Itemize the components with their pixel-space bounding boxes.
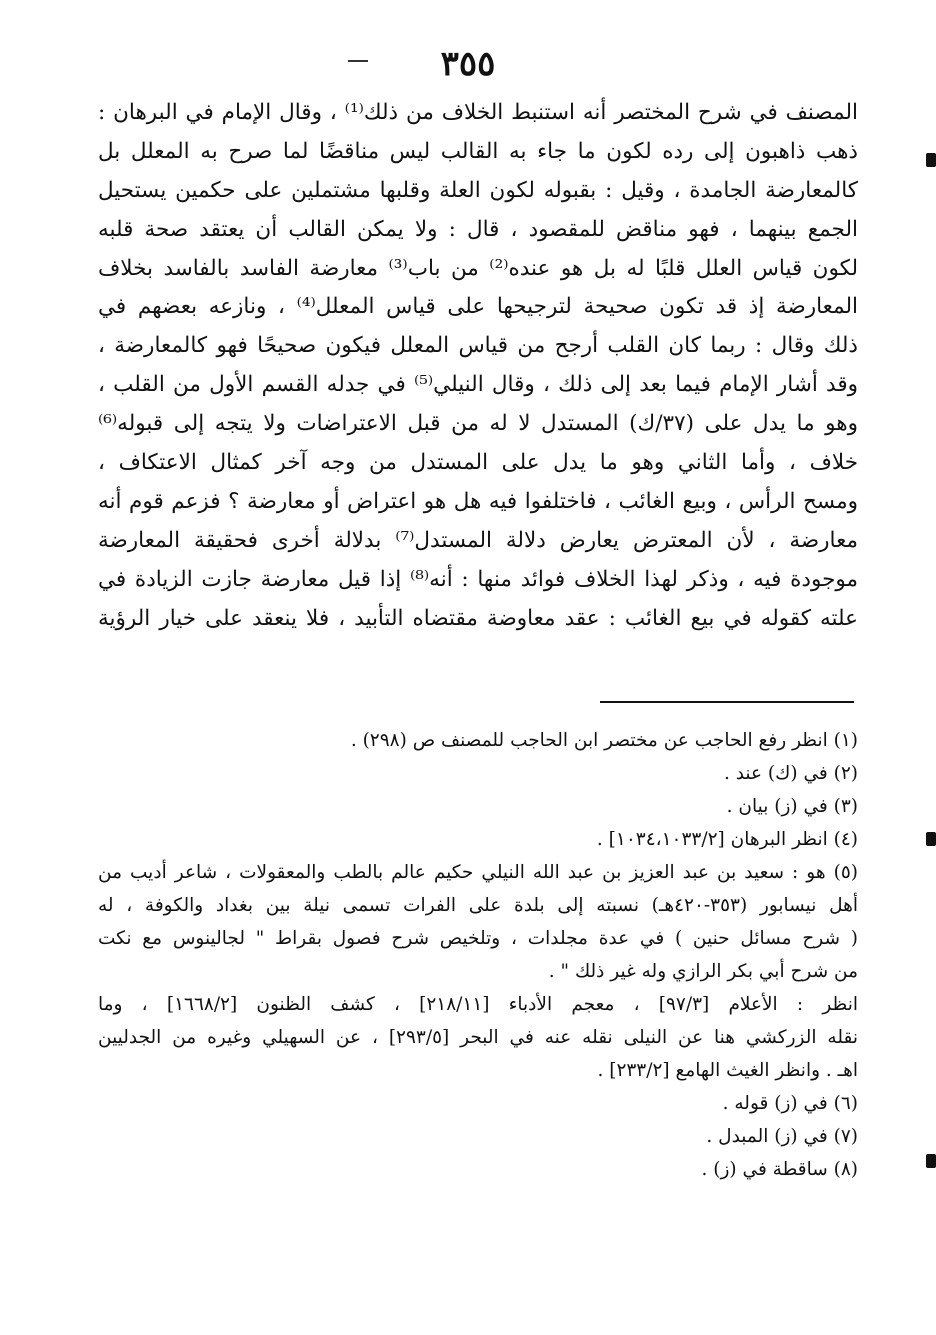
- margin-ink-mark: [926, 153, 936, 167]
- footnote-5-line: أهل نيسابور (٣٥٣-٤٢٠هـ) نسبته إلى بلدة على الفرات تسمى نيلة بين بغداد والكوفة ، له: [98, 895, 858, 916]
- text-line: المعارضة إذ قد تكون صحيحة لترجيحها على قياس المعلل⁽⁴⁾ ، ونازعه بعضهم في: [98, 294, 858, 320]
- text-line: ذهب ذاهبون إلى رده لكون ما جاء به القالب ليس مناقضًا لما صرح به المعلل بل: [98, 138, 858, 164]
- text-line: خلاف ، وأما الثاني وهو ما يدل على المستدل من وجه آخر كمثال الاعتكاف ،: [98, 450, 858, 476]
- text-line: علته كقوله في بيع الغائب : عقد معاوضة مقتضاه التأبيد ، فلا ينعقد على خيار الرؤية: [98, 605, 858, 631]
- text-line: كالمعارضة الجامدة ، وقيل : بقبوله لكون العلة وقلبها مشتملين على حكمين يستحيل: [98, 177, 858, 203]
- footnote-3: (٣) في (ز) بيان .: [726, 796, 858, 817]
- text-line: ومسح الرأس ، وبيع الغائب ، فاختلفوا فيه هل هو اعتراض أو معارضة ؟ فزعم قوم أنه: [98, 488, 858, 514]
- footnote-6: (٦) في (ز) قوله .: [722, 1093, 858, 1114]
- text-line: الجمع بينهما ، فهو مناقض للمقصود ، قال : ولا يمكن القالب أن يعتقد صحة قلبه: [98, 216, 858, 242]
- margin-ink-mark: [926, 1154, 936, 1168]
- footnote-5-line: (٥) هو : سعيد بن عبد العزيز بن عبد الله النيلي حكيم عالم بالطب والمعقولات ، شاعر أديب من: [98, 862, 858, 883]
- footnote-8: (٨) ساقطة في (ز) .: [701, 1159, 858, 1180]
- text-line: وقد أشار الإمام فيما بعد إلى ذلك ، وقال النيلي⁽⁵⁾ في جدله القسم الأول من القلب ،: [98, 372, 858, 398]
- page-number: ٣٥٥: [440, 44, 496, 84]
- footnote-5-line: ( شرح مسائل حنين ) في عدة مجلدات ، وتلخيص شرح فصول بقراط " لجالينوس مع نكت: [98, 928, 858, 949]
- footnote-2: (٢) في (ك) عند .: [723, 763, 858, 784]
- footnote-5-reference-line: انظر : الأعلام [٩٧/٣] ، معجم الأدباء [٢١٨/١١] ، كشف الظنون [١٦٦٨/٢] ، وما: [98, 994, 858, 1015]
- footnote-5: [98, 856, 858, 1087]
- footnote-5-reference-line: اهـ . وانظر الغيث الهامع [٢٣٣/٢] .: [597, 1060, 858, 1081]
- main-text: [98, 94, 858, 638]
- footnotes: [98, 724, 858, 1186]
- margin-ink-mark: [926, 832, 936, 846]
- footnote-7: (٧) في (ز) المبدل .: [706, 1126, 858, 1147]
- text-line: معارضة ، لأن المعترض يعارض دلالة المستدل⁽⁷⁾ بدلالة أخرى فحقيقة المعارضة: [98, 527, 858, 553]
- footnote-4: (٤) انظر البرهان [١٠٣٤،١٠٣٣/٢] .: [596, 829, 858, 850]
- text-line: لكون قياس العلل قلبًا له بل هو عنده⁽²⁾ من باب⁽³⁾ معارضة الفاسد بالفاسد بخلاف: [98, 255, 858, 281]
- footnote-1: (١) انظر رفع الحاجب عن مختصر ابن الحاجب للمصنف ص (٢٩٨) .: [350, 730, 858, 751]
- text-line: موجودة فيه ، وذكر لهذا الخلاف فوائد منها : أنه⁽⁸⁾ إذا قيل معارضة جازت الزيادة في: [98, 566, 858, 592]
- footnote-separator: [600, 701, 854, 703]
- text-line: ذلك وقال : ربما كان القلب أرجح من قياس المعلل فيكون صحيحًا فهو كالمعارضة ،: [98, 333, 858, 359]
- footnote-5-line: من شرح أبي بكر الرازي وله غير ذلك " .: [548, 961, 858, 982]
- text-line: المصنف في شرح المختصر أنه استنبط الخلاف من ذلك⁽¹⁾ ، وقال الإمام في البرهان :: [98, 100, 858, 125]
- text-line: وهو ما يدل على (٣٧/ك) المستدل لا له من قبل الاعتراضات ولا يتجه إلى قبوله⁽⁶⁾: [98, 411, 858, 437]
- footnote-5-reference-line: نقله الزركشي هنا عن النيلى نقله عنه في البحر [٢٩٣/٥] ، عن السهيلي وغيره من الجدليين: [98, 1027, 858, 1048]
